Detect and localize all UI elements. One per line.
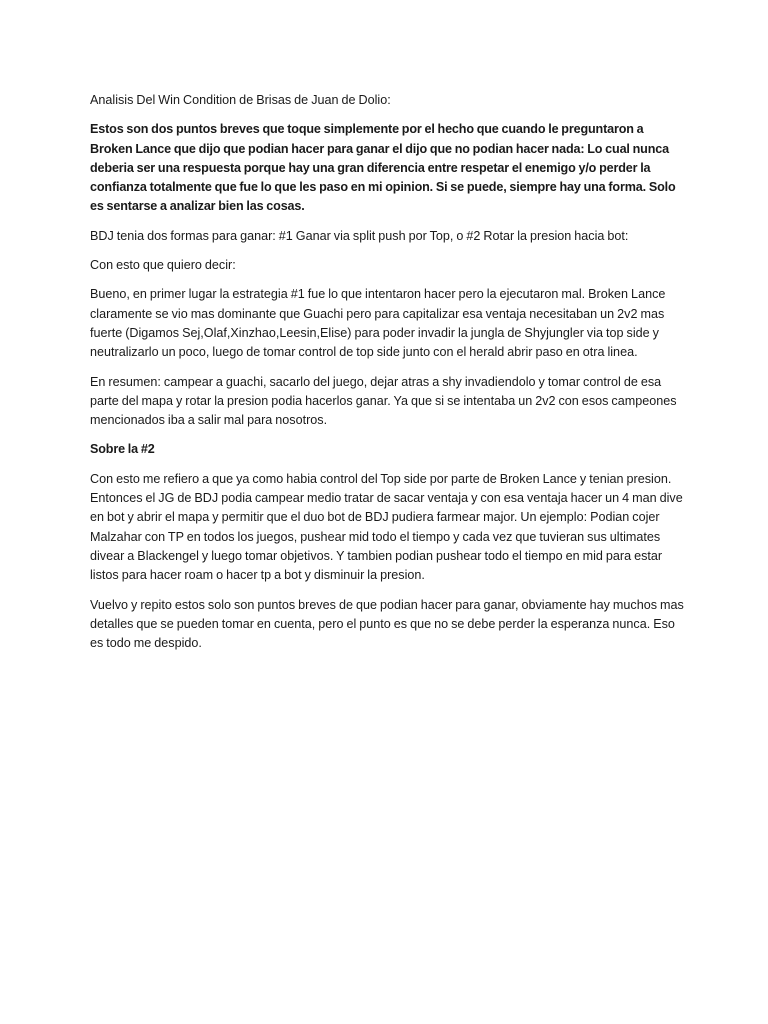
closing-paragraph: Vuelvo y repito estos solo son puntos breves de que podian hacer para ganar, obviamente hay muchos mas detalles que se pueden tomar en cuenta, pero el punto es que no se debe perder la esperanza nunca. Eso es todo me despido.: [90, 597, 684, 651]
strategy-one-paragraph: Bueno, en primer lugar la estrategia #1 fue lo que intentaron hacer pero la ejecutaron mal. Broken Lance claramente se vio mas dominante que Guachi pero para capitalizar esa ventaja necesitaban un 2v2 mas fuerte (Digamos Sej,Olaf,Xinzhao,Leesin,Elise) para poder invadir la jungla de Shyjungler via top side y neutralizarlo un poco, luego de tomar control de top side junto con el herald abrir paso en otra linea.: [90, 287, 666, 360]
summary-paragraph: En resumen: campear a guachi, sacarlo del juego, dejar atras a shy invadiendolo y tomar control de esa parte del mapa y rotar la presion podia hacerlos ganar. Ya que si se intentaba un 2v2 con esos campeones mencionados iba a salir mal para nosotros.: [90, 374, 677, 428]
win-conditions-paragraph: BDJ tenia dos formas para ganar: #1 Ganar via split push por Top, o #2 Rotar la presion hacia bot:: [90, 228, 629, 243]
document-title: Analisis Del Win Condition de Brisas de Juan de Dolio:: [90, 93, 391, 107]
section-heading-two: Sobre la #2: [90, 442, 155, 457]
intro-paragraph: Estos son dos puntos breves que toque simplemente por el hecho que cuando le preguntaron a Broken Lance que dijo que podian hacer para ganar el dijo que no podian hacer nada: Lo cual nunca deberia ser una respuesta porque hay una gran diferencia entre respetar el enemigo y/o perder la confianza totalmente que fue lo que les paso en mi opinion. Si se puede, siempre hay una forma. Solo es sentarse a analizar bien las cosas.: [90, 122, 676, 214]
clarification-line: Con esto que quiero decir:: [90, 258, 236, 273]
strategy-two-paragraph: Con esto me refiero a que ya como habia control del Top side por parte de Broken Lance y tenian presion. Entonces el JG de BDJ podia campear medio tratar de sacar ventaja y con esa ventaja hacer un 4 man dive en bot y abrir el mapa y permitir que el duo bot de BDJ pudiera farmear major. Un ejemplo: Podian cojer Malzahar con TP en todos los juegos, pushear mid todo el tiempo y cada vez que tuvieran sus ultimates divear a Blackengel y luego tomar objetivos. Y tambien podian pushear todo el tiempo en mid para estar listos para hacer roam o hacer tp a bot y disminuir la presion.: [90, 471, 683, 583]
